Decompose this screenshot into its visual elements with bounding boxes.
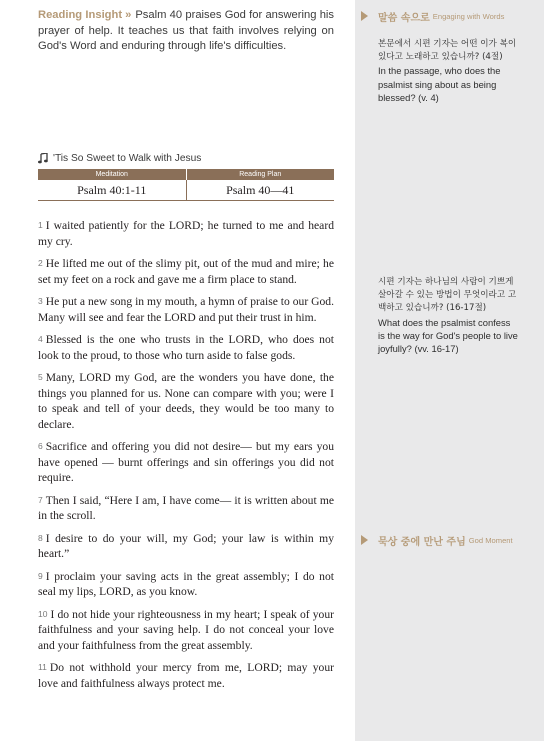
verse-text: I proclaim your saving acts in the great assembly; I do not seal my lips, LORD, as you know. bbox=[38, 569, 334, 598]
reading-insight-text: Psalm 40 praises God for answering his prayer of help. It teaches us that faith involves relying on God's Word and enduring through life's difficulties. bbox=[38, 9, 335, 53]
section-title-ko: 말씀 속으로 bbox=[378, 12, 430, 24]
verse-text: I do not hide your righteousness in my heart; I speak of your faithfulness and your saving help. I do not conceal your love and your faithfulness from the great assembly. bbox=[38, 607, 334, 652]
question-1 bbox=[378, 38, 518, 104]
verse-text: He lifted me out of the slimy pit, out of the mud and mire; he set my feet on a rock and gave me a firm place to stand. bbox=[38, 257, 334, 286]
reading-insight-label: Reading Insight bbox=[38, 9, 123, 21]
god-moment-header bbox=[355, 530, 544, 550]
verse-text: I desire to do your will, my God; your law is within my heart.” bbox=[38, 531, 334, 560]
hymn-title: 'Tis So Sweet to Walk with Jesus bbox=[53, 153, 202, 164]
music-note-icon bbox=[38, 153, 48, 164]
question-2 bbox=[378, 276, 518, 355]
verse-number: 5 bbox=[38, 372, 43, 382]
meditation-value: Psalm 40:1-11 bbox=[38, 180, 187, 200]
verse bbox=[38, 370, 334, 432]
section-title-en: Engaging with Words bbox=[432, 11, 505, 21]
question-2-en: What does the psalmist confess is the way for God's people to live joyfully? (vv. 16-17) bbox=[378, 316, 518, 355]
verse-number: 10 bbox=[38, 608, 48, 619]
verse-text: Sacrifice and offering you did not desire— but my ears you have opened — burnt offerings and sin offerings you did not require. bbox=[38, 440, 334, 484]
verse-number: 2 bbox=[38, 258, 43, 268]
reading-plan-value: Psalm 40—41 bbox=[226, 183, 295, 197]
verse-text: Many, LORD my God, are the wonders you have done, the things you planned for us. None can compare with you; were I to speak and tell of your deeds, they would be too many to declare. bbox=[38, 371, 334, 431]
verse-number: 4 bbox=[38, 334, 43, 344]
triangle-right-icon bbox=[361, 535, 368, 545]
verse-text: Blessed is the one who trusts in the LORD, who does not look to the proud, to those who turn aside to false gods. bbox=[38, 333, 334, 362]
verse-text: Then I said, “Here I am, I have come— it is written about me in the scroll. bbox=[38, 493, 334, 522]
verse-text: I waited patiently for the LORD; he turned to me and heard my cry. bbox=[38, 219, 334, 248]
reading-insight bbox=[38, 8, 334, 55]
scripture-passage bbox=[38, 218, 334, 698]
reading-plan-table bbox=[38, 169, 334, 201]
verse-number: 1 bbox=[38, 220, 43, 230]
verse bbox=[38, 493, 334, 524]
verse-text: Do not withhold your mercy from me, LORD; may your love and faithfulness always protect me. bbox=[38, 661, 334, 690]
meditation-header: Meditation bbox=[38, 169, 187, 180]
question-1-ko: 본문에서 시편 기자는 어떤 이가 복이 있다고 노래하고 있습니까? (4절) bbox=[378, 39, 517, 63]
verse bbox=[38, 218, 334, 249]
chevron-right-icon: » bbox=[125, 9, 132, 21]
verse bbox=[38, 439, 334, 486]
verse bbox=[38, 660, 334, 691]
verse-number: 11 bbox=[38, 662, 47, 672]
question-1-en: In the passage, who does the psalmist sing about as being blessed? (v. 4) bbox=[378, 65, 501, 103]
verse-number: 9 bbox=[38, 570, 43, 581]
engaging-with-words-header bbox=[355, 6, 544, 26]
verse-number: 6 bbox=[38, 441, 43, 451]
verse bbox=[38, 294, 334, 325]
triangle-right-icon bbox=[361, 11, 368, 21]
question-2-ko: 시편 기자는 하나님의 사람이 기쁘게 살아갈 수 있는 방법이 무엇이라고 고백하고 있습니까? (16-17절) bbox=[378, 277, 517, 314]
main-column bbox=[38, 0, 336, 741]
verse-number: 7 bbox=[38, 494, 43, 505]
verse bbox=[38, 531, 334, 562]
verse-text: He put a new song in my mouth, a hymn of praise to our God. Many will see and fear the LORD and put their trust in him. bbox=[38, 295, 334, 324]
verse-number: 8 bbox=[38, 532, 43, 543]
hymn-line bbox=[38, 153, 201, 164]
section-title-ko: 묵상 중에 만난 주님 bbox=[378, 536, 466, 548]
verse bbox=[38, 256, 334, 287]
reading-plan-header: Reading Plan bbox=[239, 171, 282, 178]
section-title-en: God Moment bbox=[468, 535, 513, 545]
verse-number: 3 bbox=[38, 296, 43, 306]
verse bbox=[38, 332, 334, 363]
sidebar bbox=[355, 0, 544, 741]
verse bbox=[38, 569, 334, 600]
verse bbox=[38, 607, 334, 654]
